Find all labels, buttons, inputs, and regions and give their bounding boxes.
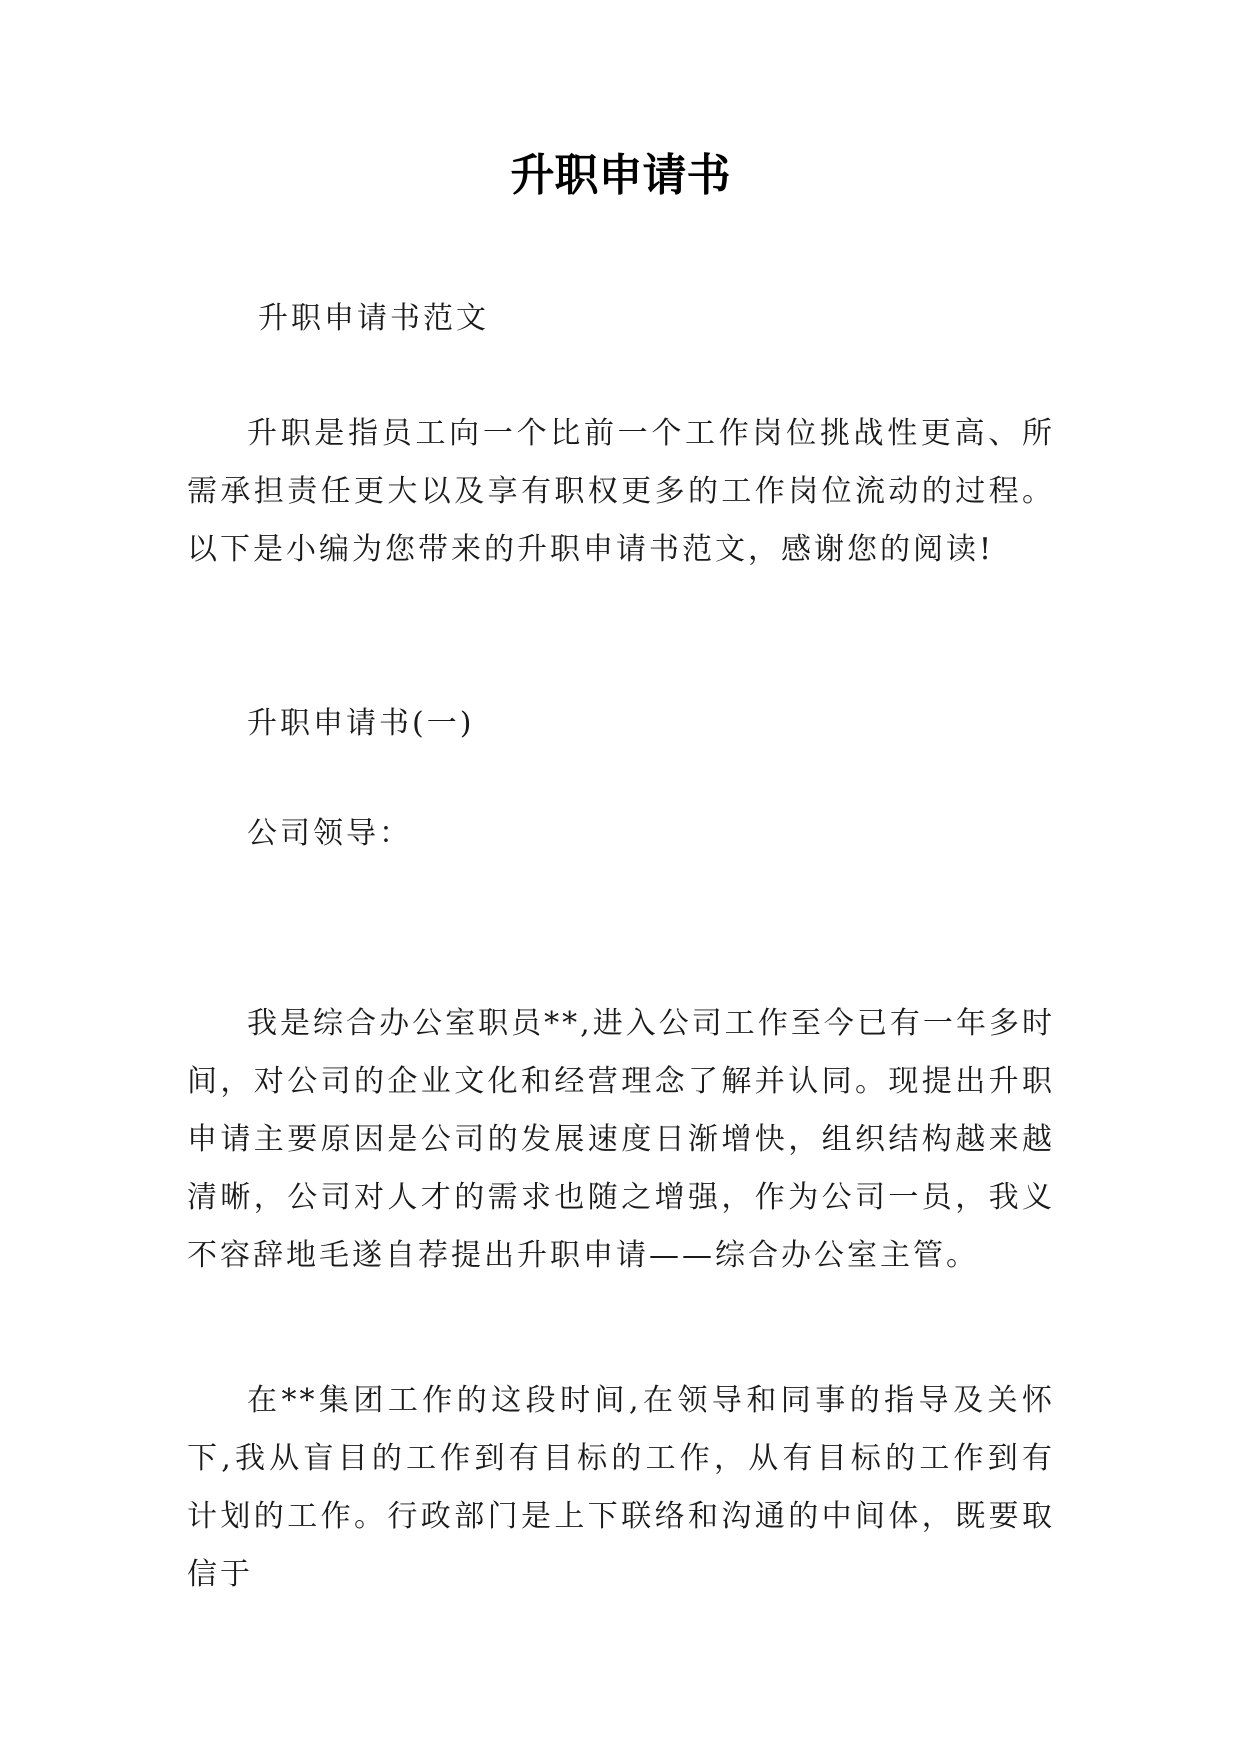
intro-paragraph: 升职是指员工向一个比前一个工作岗位挑战性更高、所需承担责任更大以及享有职权更多的工作岗位流动的过程。以下是小编为您带来的升职申请书范文，感谢您的阅读!: [187, 416, 1055, 567]
body-paragraph-1: 我是综合办公室职员**,进入公司工作至今已有一年多时间，对公司的企业文化和经营理念了解并认同。现提出升职申请主要原因是公司的发展速度日渐增快，组织结构越来越清晰，公司对人才的需求也随之增强，作为公司一员，我义不容辞地毛遂自荐提出升职申请——综合办公室主管。: [187, 1006, 1055, 1273]
document-title: 升职申请书: [510, 150, 731, 201]
document-subtitle: 升职申请书范文: [258, 301, 489, 336]
salutation: 公司领导：: [247, 816, 412, 851]
section-heading: 升职申请书(一): [247, 706, 475, 741]
body-paragraph-2: 在**集团工作的这段时间,在领导和同事的指导及关怀下,我从盲目的工作到有目标的工作，从有目标的工作到有计划的工作。行政部门是上下联络和沟通的中间体，既要取信于: [187, 1383, 1055, 1592]
